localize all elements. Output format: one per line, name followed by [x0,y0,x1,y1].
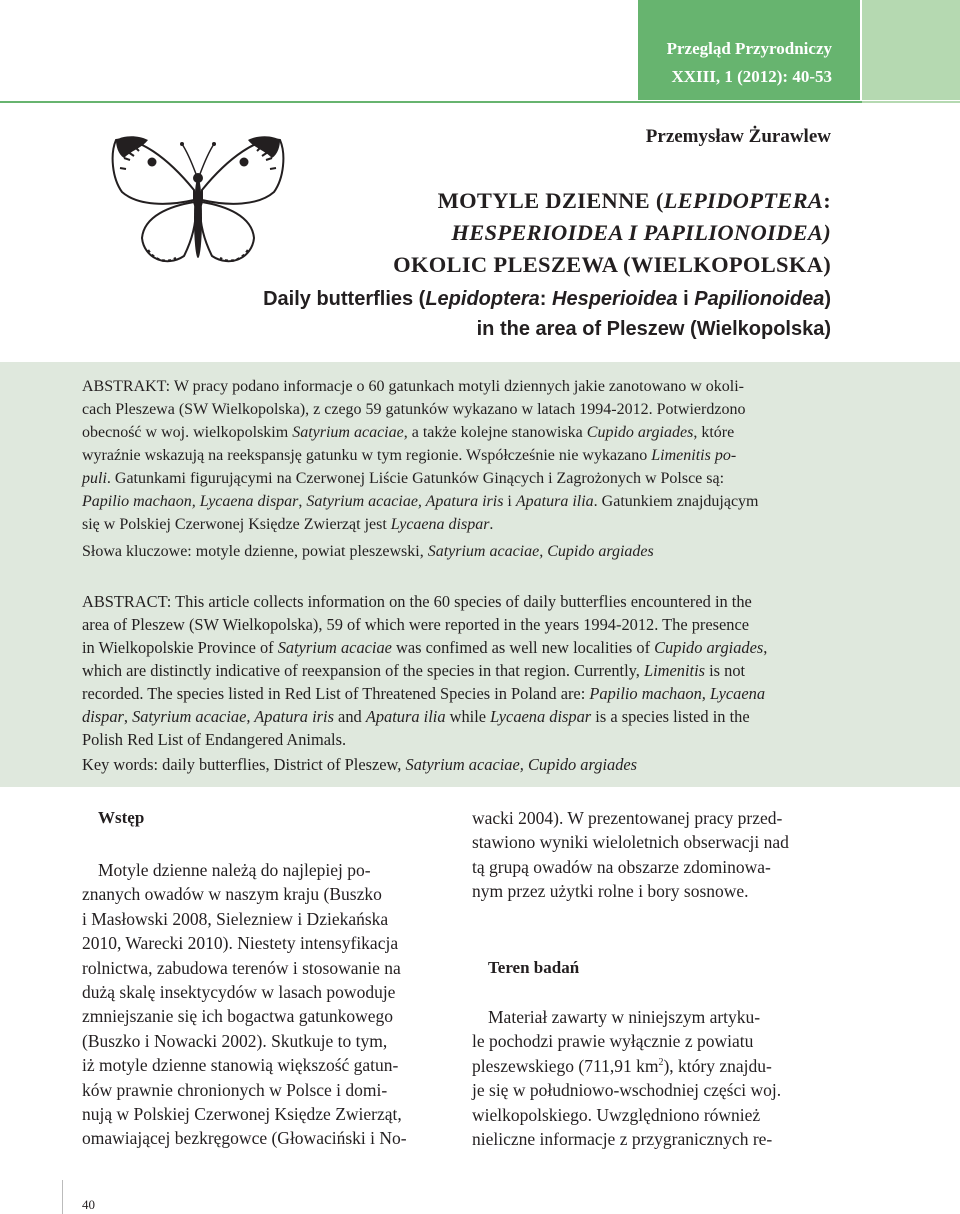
header-rule [0,101,862,103]
title-pl-line1: MOTYLE DZIENNE (LEPIDOPTERA: [437,188,831,213]
text-line: omawiającej bezkręgowce (Głowaciński i No- [82,1128,407,1149]
abstract-en-line: Polish Red List of Endangered Animals. [82,730,347,749]
title-en-line1: Daily butterflies (Lepidoptera: Hesperioidea i Papilionoidea) [263,288,831,310]
text-line: i Masłowski 2008, Sielezniew i Dziekańska [82,908,389,929]
keywords-pl: Słowa kluczowe: motyle dzienne, powiat pleszewski, Satyrium acaciae, Cupido argiades [82,543,654,560]
text-line: dużą skalę insektycydów w lasach powoduje [82,982,396,1003]
title-pl-line3: OKOLIC PLESZEWA (WIELKOPOLSKA) [393,252,831,277]
text-line: nym przez użytki rolne i bory sosnowe. [472,881,749,902]
edge-strip [862,0,960,100]
abstract-en-line: dispar, Satyrium acaciae, Apatura iris and Apatura ilia while Lycaena dispar is a species listed in the [82,707,750,726]
text-line: wielkopolskiego. Uwzględniono również [472,1104,761,1125]
abstract-en-line: which are distinctly indicative of reexpansion of the species in that region. Currently, Limenitis is not [82,661,746,680]
text-line: nieliczne informacje z przygranicznych re- [472,1129,773,1150]
text-line: rolnictwa, zabudowa terenów i stosowanie na [82,957,401,978]
text-line: le pochodzi prawie wyłącznie z powiatu [472,1031,754,1052]
text-line: znanych owadów w naszym kraju (Buszko [82,884,382,905]
page-number: 40 [82,1197,95,1212]
journal-issue: XXIII, 1 (2012): 40-53 [671,67,832,86]
text-line: nują w Polskiej Czerwonej Księdze Zwierząt, [82,1104,402,1125]
text-line: stawiono wyniki wieloletnich obserwacji nad [472,832,789,853]
footer-rule [62,1180,63,1214]
text-line: iż motyle dzienne stanowią większość gatun- [82,1055,399,1076]
abstract-en-line: recorded. The species listed in Red List of Threatened Species in Poland are: Papilio machaon, Lycaena [82,684,766,703]
abstrakt-line: puli. Gatunkami figurującymi na Czerwonej Liście Gatunków Ginących i Zagrożonych w Polsce są: [82,470,725,487]
text-line: ków prawnie chronionych w Polsce i domi- [82,1079,388,1100]
text-line: Materiał zawarty w niniejszym artyku- [488,1007,761,1027]
journal-name: Przegląd Przyrodniczy [666,39,832,58]
text-line: 2010, Warecki 2010). Niestety intensyfikacja [82,933,399,954]
section-heading-wstep: Wstęp [98,808,145,827]
abstract-en-line: ABSTRACT: This article collects information on the 60 species of daily butterflies encountered in the [82,592,752,611]
abstract-en-line: area of Pleszew (SW Wielkopolska), 59 of which were reported in the years 1994-2012. The presence [82,615,750,634]
text-line: (Buszko i Nowacki 2002). Skutkuje to tym, [82,1030,388,1051]
right-column-text [472,1005,781,1151]
abstrakt-line: się w Polskiej Czerwonej Księdze Zwierząt jest Lycaena dispar. [82,516,494,533]
abstrakt-line: wyraźnie wskazują na reekspansję gatunku w tym regionie. Współcześnie nie wykazano Limenitis po- [82,447,737,464]
title-pl-line2: HESPERIOIDEA I PAPILIONOIDEA) [451,220,831,245]
abstract-en-line: in Wielkopolskie Province of Satyrium acaciae was confimed as well new localities of Cupido argiades, [82,638,768,657]
text-line: je się w południowo-wschodniej części woj. [472,1080,782,1101]
text-line: wacki 2004). W prezentowanej pracy przed- [472,808,783,828]
butterfly-illustration [108,128,288,288]
section-heading-teren: Teren badań [488,958,580,977]
left-column-text [82,858,407,1151]
right-column-top-text [472,806,789,904]
journal-header [638,0,860,100]
author-name: Przemysław Żurawlew [645,126,831,147]
text-line: Motyle dzienne należą do najlepiej po- [98,860,371,880]
header-rule-edge [862,101,960,103]
text-line: pleszewskiego (711,91 $km^2$), który znajdu- [472,1055,772,1076]
title-en-line2: in the area of Pleszew (Wielkopolska) [476,318,831,340]
abstrakt-line: cach Pleszewa (SW Wielkopolska), z czego 59 gatunków wykazano w latach 1994-2012. Potwierdzono [82,401,746,418]
abstrakt-line: ABSTRAKT: W pracy podano informacje o 60 gatunkach motyli dziennych jakie zanotowano w okoli- [82,378,745,395]
text-line: zmniejszanie się ich bogactwa gatunkowego [82,1006,394,1027]
abstrakt-line: Papilio machaon, Lycaena dispar, Satyrium acaciae, Apatura iris i Apatura ilia. Gatunkiem znajdującym [82,493,759,510]
abstrakt-line: obecność w woj. wielkopolskim Satyrium acaciae, a także kolejne stanowiska Cupido argiades, które [82,424,735,441]
keywords-en: Key words: daily butterflies, District of Pleszew, Satyrium acaciae, Cupido argiades [82,755,638,774]
text-line: tą grupą owadów na obszarze zdominowa- [472,856,771,877]
